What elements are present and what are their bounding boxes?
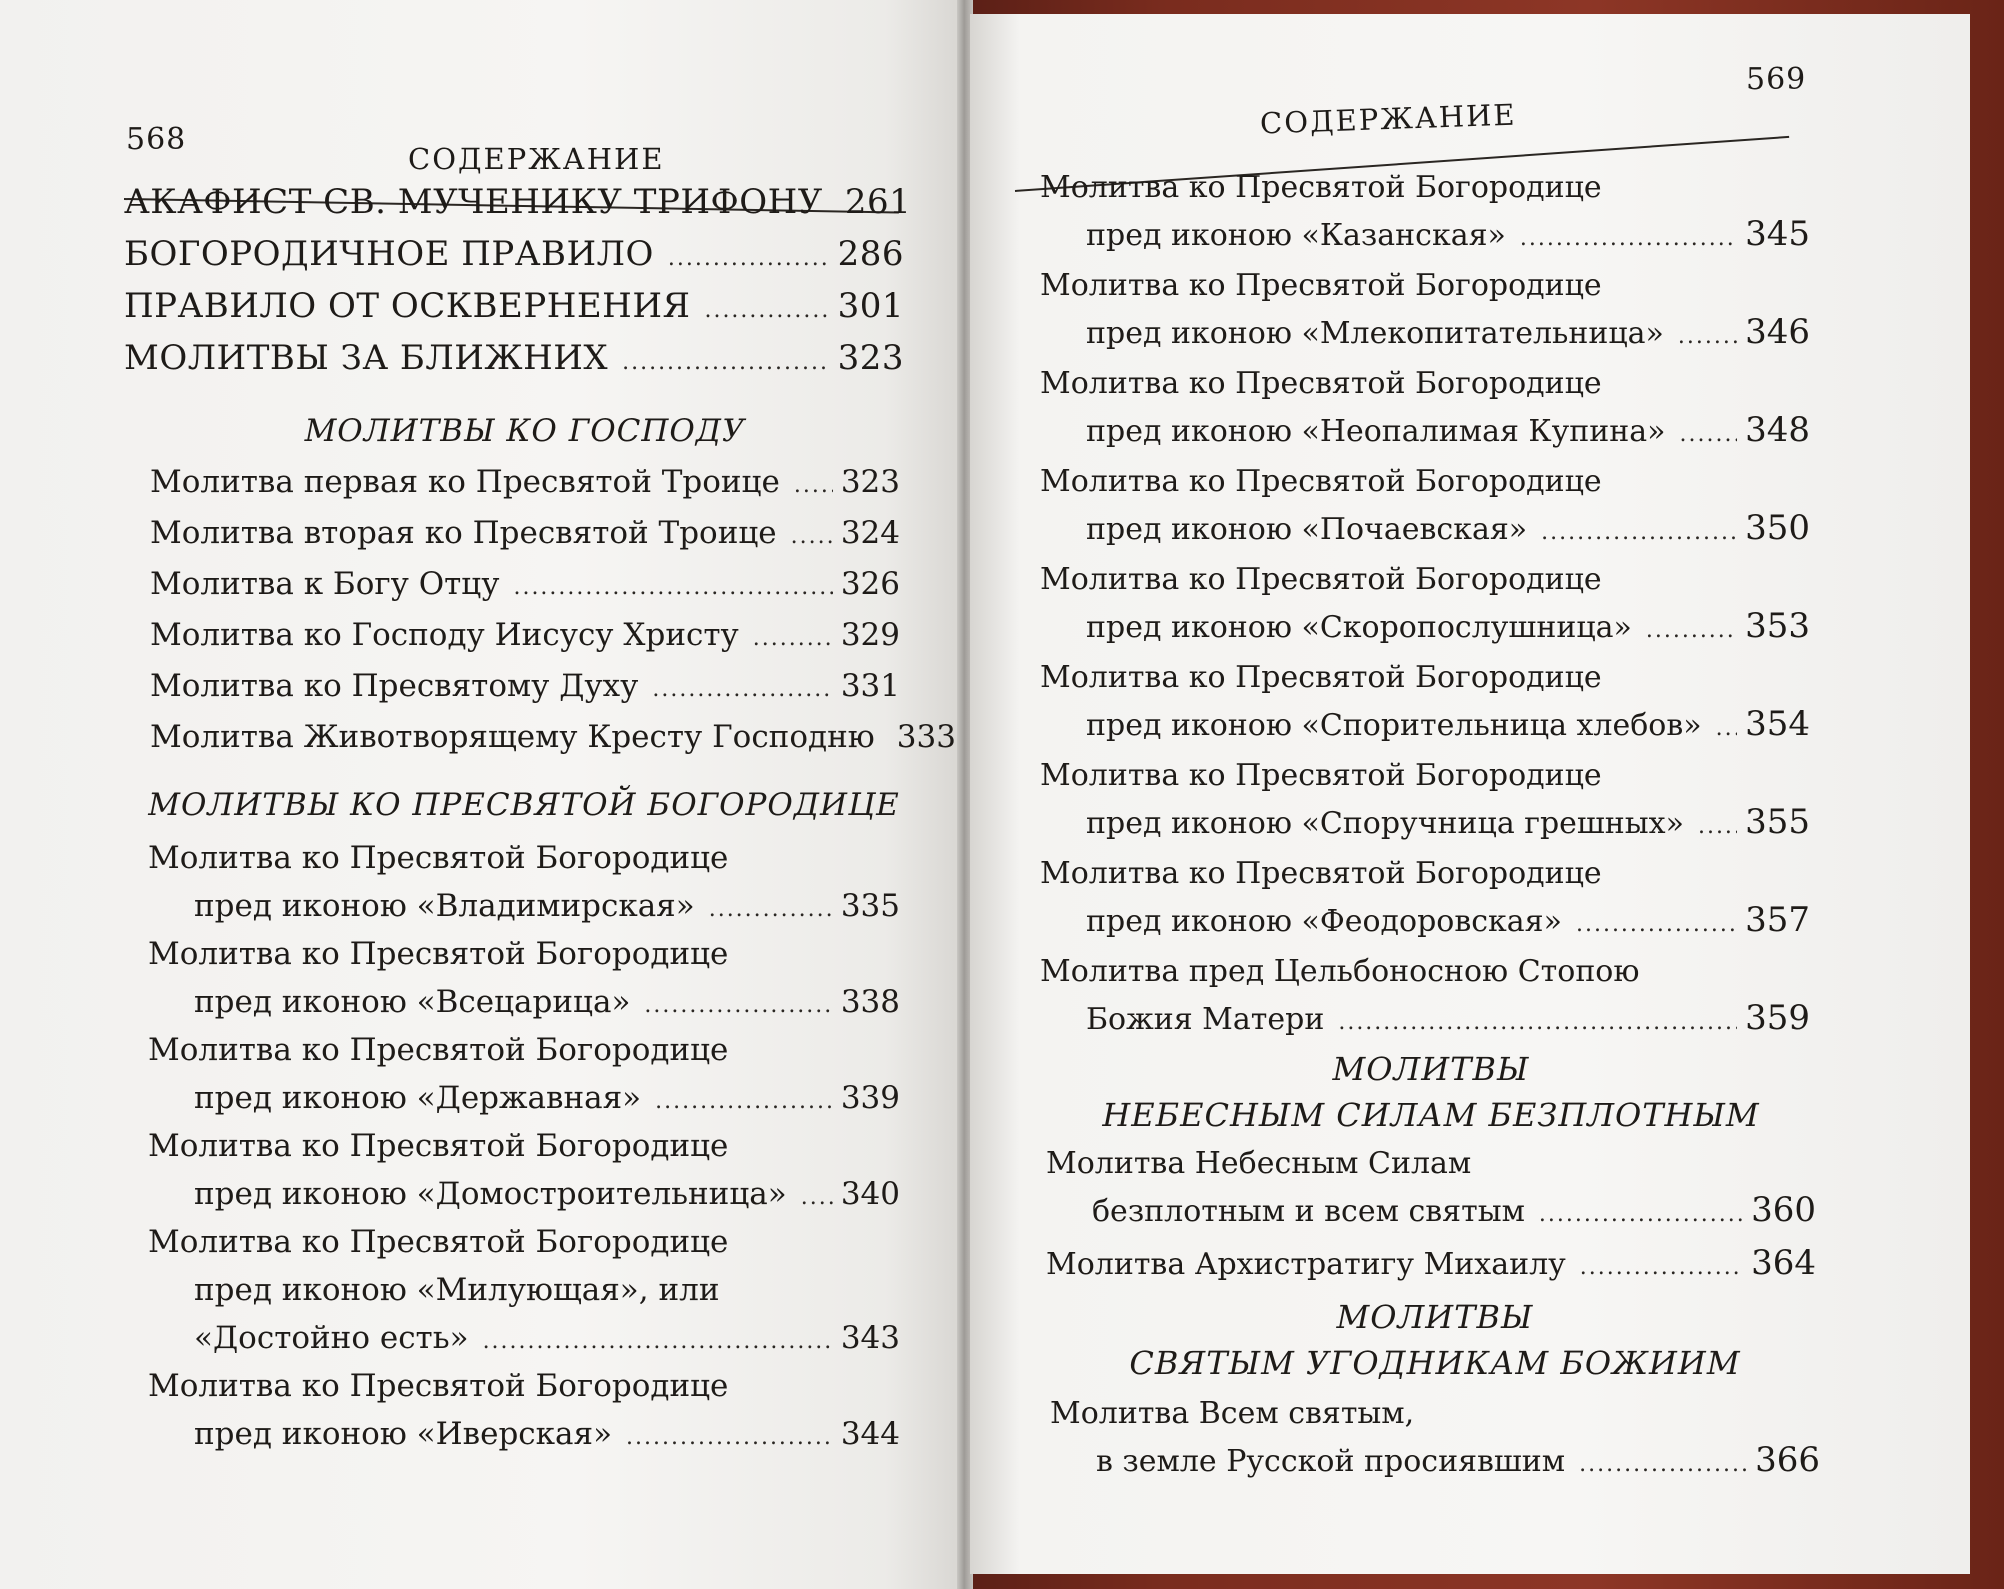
entry-page: 359 <box>1745 998 1810 1038</box>
toc-entry[interactable] <box>124 334 904 387</box>
entry-page: 355 <box>1745 802 1810 842</box>
leader-dots <box>1698 803 1737 850</box>
leader-dots <box>668 235 830 283</box>
entry-title: Молитва ко Пресвятой Богородице <box>1040 758 1602 793</box>
leader-dots <box>1580 1244 1743 1291</box>
running-head: СОДЕРЖАНИЕ <box>1259 97 1518 141</box>
entry-subtitle: пред иконою «Млекопитательница» <box>1086 316 1664 351</box>
entry-page: 344 <box>840 1416 900 1452</box>
entry-page: 340 <box>840 1176 900 1212</box>
leader-dots <box>1338 999 1737 1046</box>
entry-page: 357 <box>1745 900 1810 940</box>
entry-page: 326 <box>840 566 900 602</box>
leader-dots <box>753 615 833 663</box>
toc-entry[interactable] <box>148 1218 900 1366</box>
entry-page: 286 <box>837 234 904 274</box>
leader-dots <box>1678 313 1737 360</box>
toc-entry[interactable] <box>1040 556 1810 654</box>
leader-dots <box>1680 411 1738 458</box>
leader-dots <box>483 1318 833 1366</box>
toc-entry[interactable] <box>1040 458 1810 556</box>
entry-page: 350 <box>1745 508 1810 548</box>
entry-subtitle: пред иконою «Спорительница хлебов» <box>1086 708 1702 743</box>
leader-dots <box>513 564 832 612</box>
leader-dots <box>626 1414 833 1462</box>
entry-title: Молитва ко Пресвятой Богородице <box>148 936 729 972</box>
toc-entry[interactable] <box>124 230 904 283</box>
entry-subtitle: пред иконою «Скоропослушница» <box>1086 610 1632 645</box>
entry-title: Молитва ко Пресвятой Богородице <box>1040 366 1602 401</box>
toc-entry[interactable] <box>1040 360 1810 458</box>
entry-subtitle: безплотным и всем святым <box>1092 1194 1525 1229</box>
entry-page: 354 <box>1745 704 1810 744</box>
entry-subtitle: пред иконою «Милующая», или <box>194 1272 720 1308</box>
toc-entry[interactable] <box>1040 262 1810 360</box>
leader-dots <box>1579 1441 1747 1488</box>
entry-subtitle: «Достойно есть» <box>194 1320 469 1356</box>
entry-page: 339 <box>840 1080 900 1116</box>
entry-title: Молитва ко Пресвятой Богородице <box>148 1128 729 1164</box>
toc-entry[interactable] <box>1050 1390 1820 1488</box>
section-heading: СВЯТЫМ УГОДНИКАМ БОЖИИМ <box>1129 1344 1741 1382</box>
entry-title: Молитва Архистратигу Михаилу <box>1046 1247 1566 1282</box>
entry-title: Молитва ко Пресвятой Богородице <box>148 1368 729 1404</box>
entry-page: 360 <box>1751 1190 1816 1230</box>
toc-entry[interactable] <box>1040 164 1810 262</box>
section-heading: МОЛИТВЫ КО ПРЕСВЯТОЙ БОГОРОДИЦЕ <box>148 787 900 823</box>
entry-page: 353 <box>1745 606 1810 646</box>
leader-dots <box>622 339 830 387</box>
leader-dots <box>644 982 832 1030</box>
toc-entry[interactable] <box>150 458 900 510</box>
leader-dots <box>704 287 829 335</box>
toc-entry[interactable] <box>150 560 900 612</box>
entry-title: Молитва вторая ко Пресвятой Троице <box>150 515 777 551</box>
entry-subtitle: пред иконою «Иверская» <box>194 1416 613 1452</box>
section-heading: МОЛИТВЫ <box>1336 1298 1534 1336</box>
entry-title: Молитва ко Пресвятой Богородице <box>1040 562 1602 597</box>
entry-page: 331 <box>840 668 900 704</box>
toc-entry[interactable] <box>124 282 904 335</box>
entry-title: Молитва Всем святым, <box>1050 1396 1415 1431</box>
entry-title: Молитва ко Пресвятой Богородице <box>148 840 729 876</box>
entry-page: 345 <box>1745 214 1810 254</box>
toc-entry[interactable] <box>150 509 900 561</box>
entry-page: 324 <box>840 515 900 551</box>
entry-subtitle: пред иконою «Феодоровская» <box>1086 904 1562 939</box>
entry-page: 261 <box>844 182 912 222</box>
toc-entry[interactable] <box>148 834 900 934</box>
leader-dots <box>652 666 832 714</box>
entry-subtitle: Божия Матери <box>1086 1002 1325 1037</box>
toc-entry[interactable] <box>1046 1140 1816 1238</box>
toc-entry[interactable] <box>1040 654 1810 752</box>
entry-title: Молитва ко Пресвятой Богородице <box>1040 660 1602 695</box>
entry-subtitle: пред иконою «Неопалимая Купина» <box>1086 414 1666 449</box>
entry-page: 366 <box>1755 1440 1820 1480</box>
entry-subtitle: пред иконою «Казанская» <box>1086 218 1506 253</box>
entry-subtitle: пред иконою «Домостроительница» <box>194 1176 787 1212</box>
section-heading: НЕБЕСНЫМ СИЛАМ БЕЗПЛОТНЫМ <box>1102 1096 1760 1134</box>
toc-entry[interactable] <box>124 178 912 231</box>
entry-page: 333 <box>896 719 956 755</box>
entry-title: Молитва пред Цельбоносною Стопою <box>1040 954 1640 989</box>
entry-title: Молитва ко Пресвятой Богородице <box>1040 464 1602 499</box>
entry-title: Молитва ко Пресвятой Богородице <box>1040 170 1602 205</box>
toc-entry[interactable] <box>148 930 900 1030</box>
entry-page: 338 <box>840 984 900 1020</box>
left-page <box>0 0 962 1589</box>
entry-subtitle: пред иконою «Почаевская» <box>1086 512 1528 547</box>
entry-title: Молитва ко Пресвятой Богородице <box>148 1032 729 1068</box>
page-number: 569 <box>1746 62 1807 97</box>
toc-entry[interactable] <box>1040 948 1810 1046</box>
toc-entry[interactable] <box>1040 752 1810 850</box>
toc-entry[interactable] <box>150 662 900 714</box>
section-heading: МОЛИТВЫ <box>1332 1050 1530 1088</box>
page-number: 568 <box>126 122 187 157</box>
leader-dots <box>1541 509 1737 556</box>
entry-title: Молитва ко Пресвятой Богородице <box>1040 856 1602 891</box>
entry-title: Молитва ко Пресвятой Богородице <box>148 1224 729 1260</box>
entry-title: Молитва первая ко Пресвятой Троице <box>150 464 780 500</box>
entry-page: 346 <box>1745 312 1810 352</box>
entry-page: 323 <box>837 338 904 378</box>
entry-subtitle: пред иконою «Владимирская» <box>194 888 695 924</box>
entry-subtitle: пред иконою «Державная» <box>194 1080 642 1116</box>
leader-dots <box>1716 705 1738 752</box>
toc-entry[interactable] <box>150 611 900 663</box>
leader-dots <box>1646 607 1737 654</box>
section-heading: МОЛИТВЫ КО ГОСПОДУ <box>304 413 746 449</box>
entry-title: Молитва Животворящему Кресту Господню <box>150 719 875 755</box>
toc-entry[interactable] <box>148 1122 900 1222</box>
entry-title: Молитва ко Пресвятому Духу <box>150 668 639 704</box>
entry-subtitle: пред иконою «Споручница грешных» <box>1086 806 1684 841</box>
leader-dots <box>1539 1191 1743 1238</box>
entry-title: Молитва к Богу Отцу <box>150 566 500 602</box>
leader-dots <box>1576 901 1737 948</box>
entry-page: 343 <box>840 1320 900 1356</box>
entry-subtitle: пред иконою «Всецарица» <box>194 984 631 1020</box>
toc-entry[interactable] <box>150 713 956 765</box>
leader-dots <box>1520 215 1737 262</box>
leader-dots <box>801 1174 833 1222</box>
entry-page: 301 <box>837 286 904 326</box>
entry-title: Молитва Небесным Силам <box>1046 1146 1472 1181</box>
leader-dots <box>794 462 833 510</box>
entry-title: МОЛИТВЫ ЗА БЛИЖНИХ <box>124 338 609 378</box>
toc-entry[interactable] <box>148 1026 900 1126</box>
entry-title: Молитва ко Господу Иисусу Христу <box>150 617 739 653</box>
toc-entry[interactable] <box>148 1362 900 1462</box>
entry-subtitle: в земле Русской просиявшим <box>1096 1444 1566 1479</box>
right-page <box>970 14 1970 1574</box>
leader-dots <box>791 513 833 561</box>
entry-page: 364 <box>1751 1243 1816 1283</box>
entry-title: АКАФИСТ СВ. МУЧЕНИКУ ТРИФОНУ <box>124 182 823 222</box>
leader-dots <box>655 1078 833 1126</box>
leader-dots <box>709 886 833 934</box>
running-head: СОДЕРЖАНИЕ <box>408 142 665 176</box>
entry-page: 329 <box>840 617 900 653</box>
toc-entry[interactable] <box>1046 1240 1816 1291</box>
entry-page: 323 <box>840 464 900 500</box>
entry-page: 348 <box>1745 410 1810 450</box>
entry-title: БОГОРОДИЧНОЕ ПРАВИЛО <box>124 234 654 274</box>
entry-title: ПРАВИЛО ОТ ОСКВЕРНЕНИЯ <box>124 286 691 326</box>
entry-page: 335 <box>840 888 900 924</box>
toc-entry[interactable] <box>1040 850 1810 948</box>
entry-title: Молитва ко Пресвятой Богородице <box>1040 268 1602 303</box>
